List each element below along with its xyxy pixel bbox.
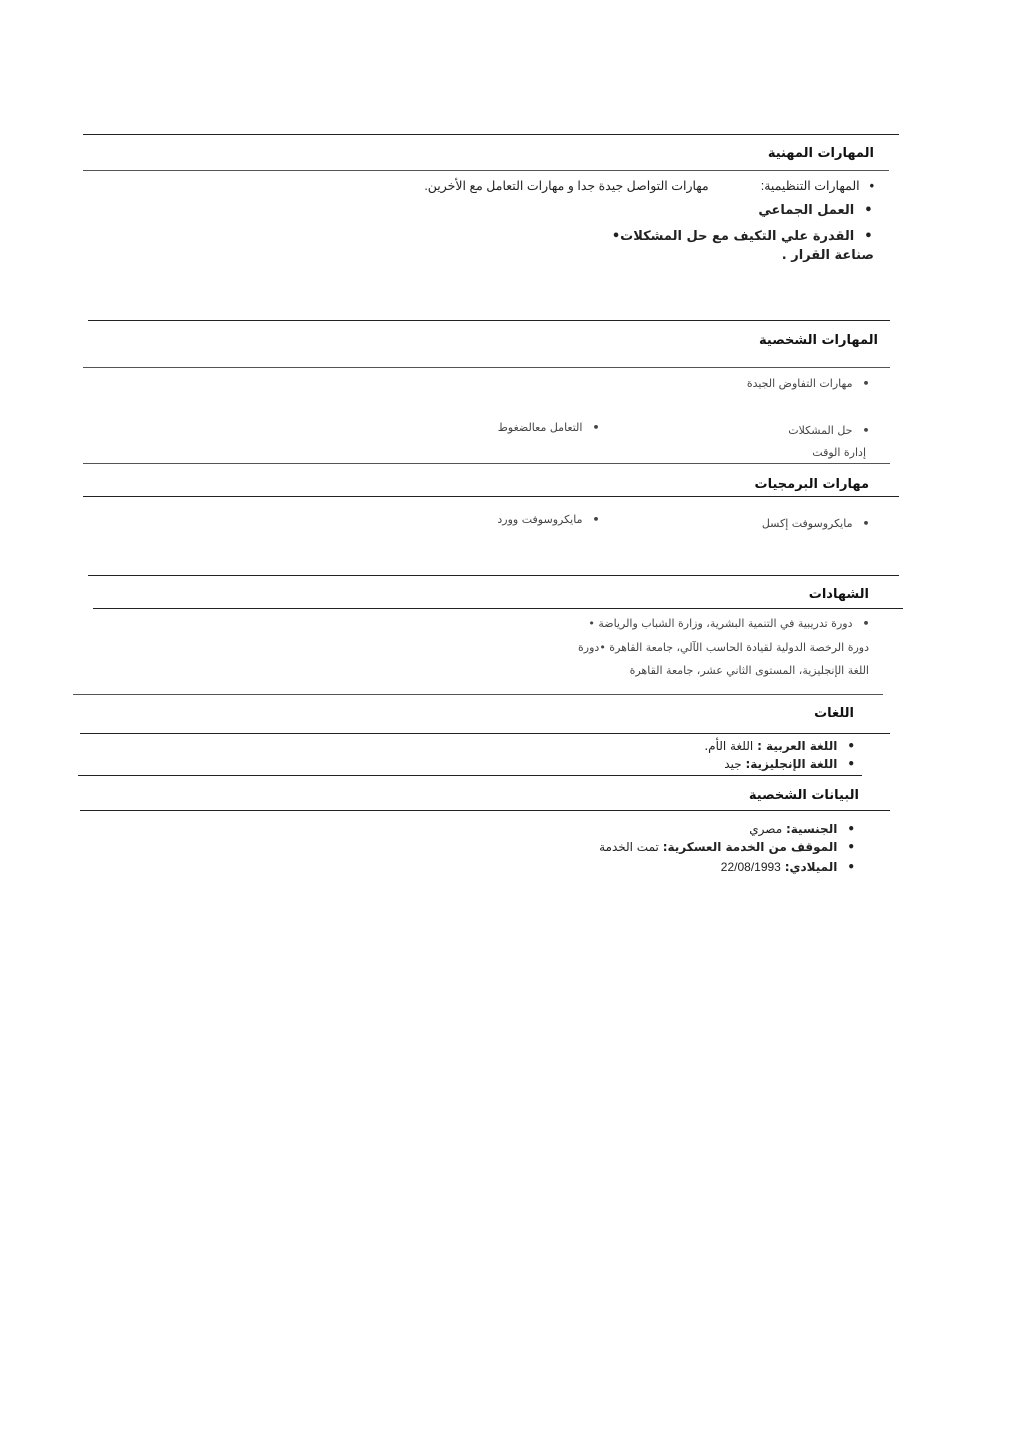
bullet-icon: • [847,822,856,836]
section-rule-divider [83,463,890,464]
birth-date-label: الميلادي: [784,860,838,874]
section-rule-bottom [93,608,903,609]
section-rule-bottom [83,367,890,368]
nationality-label: الجنسية: [785,822,838,836]
certificate-text-1: دورة تدريبية في التنمية البشرية، وزارة الشباب والرياضة • [588,617,853,630]
bullet-icon: • [847,840,856,854]
personal-data-title: البيانات الشخصية [748,788,859,803]
section-rule-top [88,320,890,321]
military-service-item [599,840,856,854]
teamwork-item [758,203,874,218]
excel-text: مايكروسوفت إكسل [761,517,853,530]
excel-item [762,517,872,530]
arabic-language-value: اللغة الأم. [704,739,754,753]
professional-skills-title: المهارات المهنية [767,146,874,161]
section-rule-bottom [80,810,890,811]
negotiation-item [747,377,872,390]
section-rule-top [88,575,899,576]
time-management-item: إدارة الوقت [812,446,866,459]
section-rule-divider [73,694,883,695]
org-skills-value: مهارات التواصل جيدة جدا و مهارات التعامل مع الأخرين. [424,179,709,193]
military-service-label: الموقف من الخدمة العسكرية: [662,840,838,854]
birth-date-value: 22/08/1993 [720,860,781,874]
english-language-label: اللغة الإنجليزية: [745,757,838,771]
english-language-item [724,757,856,771]
arabic-language-item [704,739,856,753]
bullet-icon: • [592,513,602,526]
certificates-title: الشهادات [808,587,869,602]
bullet-icon: • [847,757,856,771]
section-rule-divider [78,775,862,776]
bullet-icon: • [862,517,872,530]
bullet-icon: • [864,203,874,218]
section-rule-bottom [83,170,889,171]
problem-solving-item [788,424,872,437]
nationality-value: مصري [749,822,783,836]
adaptability-item [612,229,874,244]
bullet-icon: • [862,377,872,390]
personal-skills-title: المهارات الشخصية [759,333,878,348]
arabic-language-label: اللغة العربية : [757,739,838,753]
english-language-value: جيد [724,757,742,771]
organizational-skills-item [424,178,874,193]
negotiation-text: مهارات التفاوض الجيدة [746,377,853,390]
bullet-icon: • [864,229,874,244]
problem-solving-text: حل المشكلات [788,424,853,437]
stress-handling-item [498,421,602,434]
military-service-value: تمت الخدمة [599,840,659,854]
stress-handling-text: التعامل معالضغوط [497,421,583,434]
software-skills-title: مهارات البرمجيات [754,477,869,492]
section-rule-bottom [80,733,890,734]
teamwork-text: العمل الجماعي [758,203,855,218]
word-item [497,513,602,526]
section-rule-bottom [83,496,899,497]
bullet-icon: • [869,179,874,193]
bullet-icon: • [592,421,602,434]
decision-making-item: صناعة القرار . [781,248,874,263]
bullet-icon: • [862,617,872,630]
word-text: مايكروسوفت وورد [497,513,583,526]
adaptability-text: القدرة علي التكيف مع حل المشكلات• [611,229,855,244]
bullet-icon: • [862,424,872,437]
org-skills-label: المهارات التنظيمية: [760,179,860,193]
languages-title: اللغات [814,706,854,721]
certificate-line-2: دورة الرخصة الدولية لقيادة الحاسب الآلي، جامعة القاهرة •دورة [578,641,869,654]
bullet-icon: • [847,860,856,874]
nationality-item [749,822,856,836]
certificate-line-1 [588,617,872,630]
certificate-line-3: اللغة الإنجليزية، المستوى الثاني عشر، جامعة القاهرة [629,664,869,677]
section-rule-top [83,134,899,135]
bullet-icon: • [847,739,856,753]
birth-date-item [721,860,856,874]
